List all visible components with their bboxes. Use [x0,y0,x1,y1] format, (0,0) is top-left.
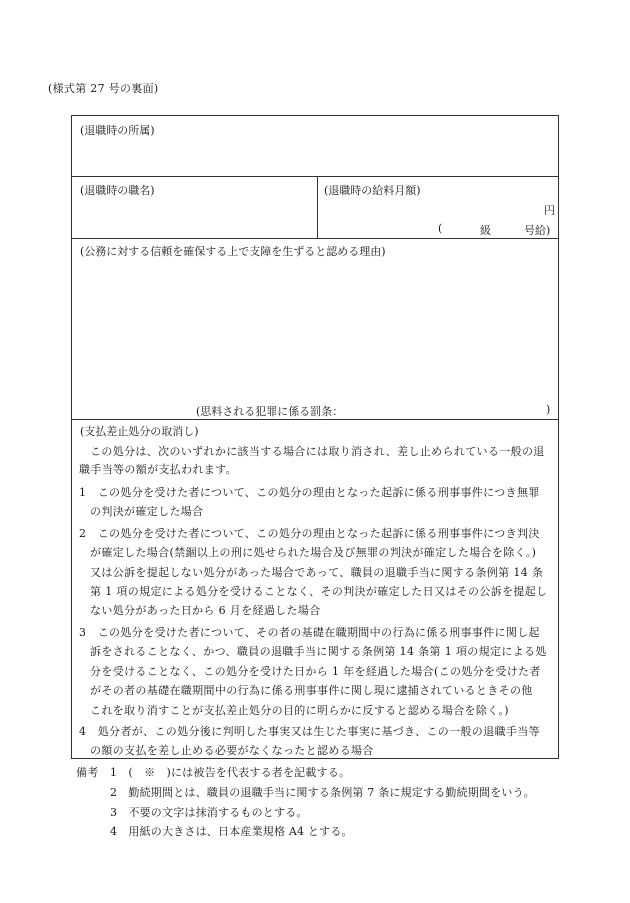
penalty-clause-label: (思料される犯罪に係る罰条： [196,405,344,418]
note-item: 2 勤続期間とは、職員の退職手当に関する条例第 7 条に規定する勤続期間をいう。 [110,786,535,799]
position-label: (退職時の職名) [80,184,155,197]
cancellation-line: ない処分があった日から 6 月を経過した場合 [90,604,321,617]
cancellation-line: が確定した場合(禁錮以上の刑に処せられた場合及び無罪の判決が確定した場合を除く。) [90,546,537,559]
cancellation-line: 第 1 項の規定による処分を受けることなく、その判決が確定した日又はその公訴を提起し [90,585,548,598]
grade-class-label: 級 [480,224,491,237]
cancellation-line: これを取り消すことが支払差止処分の目的に明らかに反すると認める場合を除く。) [90,704,509,717]
cancellation-line: がその者の基礎在職期間中の行為に係る刑事事件に関し現に逮捕されているときその他 [90,684,533,697]
cancellation-line: 職手当等の額が支払われます。 [79,463,238,476]
grade-step-label: 号給) [524,224,551,237]
reason-label: (公務に対する信頼を確保する上で支障を生ずると認める理由) [80,245,386,258]
cancellation-line: 1 この処分を受けた者について、この処分の理由となった起訴に係る刑事事件につき無罪 [79,486,540,499]
note-item: 4 用紙の大きさは、日本産業規格 A4 とする。 [110,825,353,838]
column-divider [317,176,318,238]
cancellation-line: 分を受けることなく、この処分を受けた日から 1 年を経過した場合(この処分を受けた者 [90,665,541,678]
cancellation-line: 4 処分者が、この処分後に判明した事実又は生じた事実に基づき、この一般の退職手当等 [79,725,540,738]
divider [72,238,558,239]
form-number-label: (様式第 27 号の裏面) [48,82,159,95]
cancellation-line: 又は公訴を提起しない処分があった場合であって、職員の退職手当に関する条例第 14 条 [90,566,544,579]
affiliation-label: (退職時の所属) [80,124,155,137]
form-table [71,115,559,759]
cancellation-title: (支払差止処分の取消し) [80,425,199,438]
divider [72,176,558,177]
cancellation-line: の判決が確定した場合 [90,505,204,518]
divider [72,419,558,420]
note-item: 3 不要の文字は抹消するものとする。 [110,806,308,819]
cancellation-line: 2 この処分を受けた者について、この処分の理由となった起訴に係る刑事事件につき判決 [79,527,540,540]
note-item: 1 ( ※ )には被告を代表する者を記載する。 [110,766,351,779]
salary-label: (退職時の給料月額) [324,184,421,197]
penalty-clause-close: ) [546,403,551,416]
cancellation-line: この処分は、次のいずれかに該当する場合には取り消され、差し止められている一般の退 [90,445,545,458]
cancellation-line: 3 この処分を受けた者について、その者の基礎在職期間中の行為に係る刑事事件に関し起 [79,626,540,639]
grade-open-paren: ( [438,222,443,235]
salary-unit: 円 [544,204,555,217]
cancellation-line: の額の支払を差し止める必要がなくなったと認める場合 [90,744,374,757]
cancellation-line: 訴をされることなく、かつ、職員の退職手当に関する条例第 14 条第 1 項の規定による処 [90,645,547,658]
notes-heading: 備考 [76,766,99,779]
